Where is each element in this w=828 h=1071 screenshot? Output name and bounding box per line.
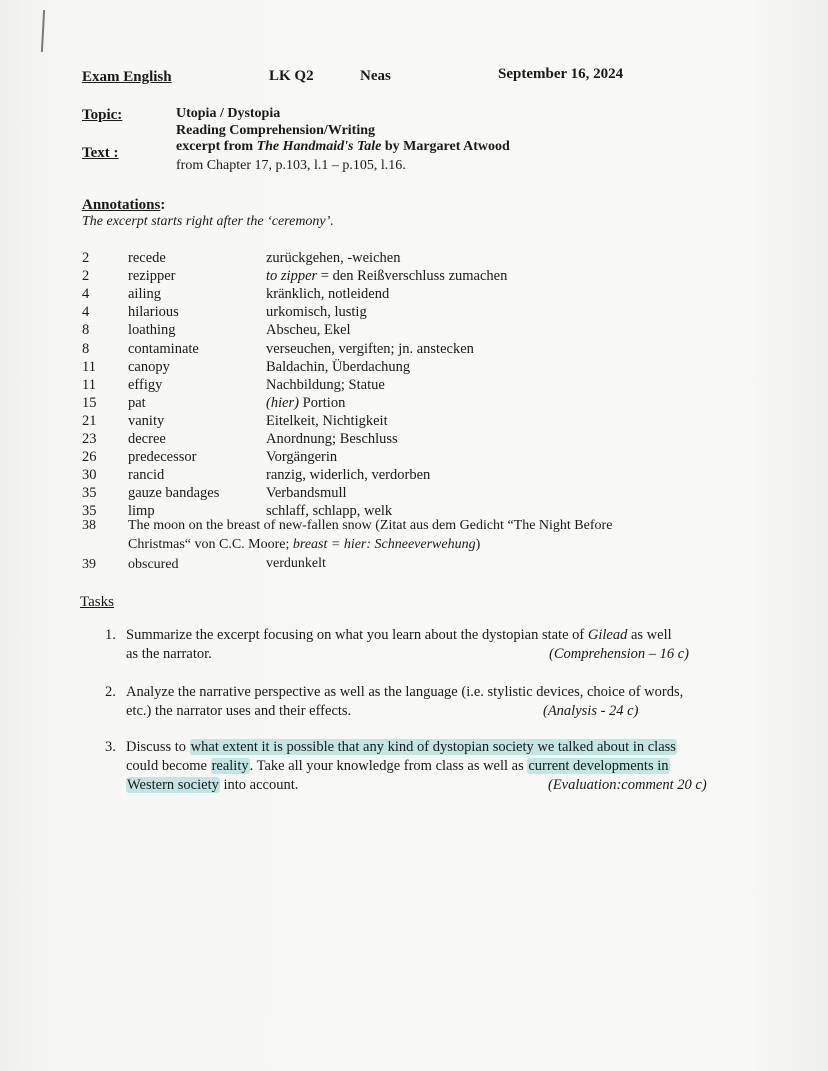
annotation-line-number: 2 bbox=[82, 268, 90, 285]
topic-line-1: Utopia / Dystopia bbox=[176, 106, 281, 121]
annotation-line-number: 30 bbox=[82, 467, 97, 484]
annotation-row bbox=[0, 268, 700, 286]
text-label: Text : bbox=[82, 145, 119, 161]
annotation-translation bbox=[266, 377, 385, 394]
exam-title: Exam English bbox=[82, 69, 172, 85]
task-3-line-2 bbox=[126, 757, 670, 775]
quote-text-2a: Christmas“ von C.C. Moore; bbox=[128, 537, 293, 552]
task-3-highlight-3: current developments in bbox=[528, 758, 669, 774]
annotation-translation-text: verseuchen, vergiften; jn. anstecken bbox=[266, 340, 474, 357]
task-1-gilead: Gilead bbox=[587, 627, 628, 643]
topic-label: Topic: bbox=[82, 107, 123, 123]
annotation-word: ailing bbox=[128, 286, 162, 303]
task-2-line-2: etc.) the narrator uses and their effects. bbox=[126, 703, 352, 719]
quote-text-2 bbox=[128, 537, 480, 553]
book-author: by Margaret Atwood bbox=[384, 139, 510, 154]
annotation-translation-text: Vorgängerin bbox=[266, 449, 338, 466]
task-3-highlight-2: reality bbox=[211, 758, 249, 774]
exam-date: September 16, 2024 bbox=[498, 66, 624, 82]
task-3-highlight-4: Western society bbox=[127, 777, 219, 793]
annotation-translation-text: schlaff, schlapp, welk bbox=[266, 503, 393, 520]
course-code: LK Q2 bbox=[269, 68, 314, 84]
annotation-translation bbox=[266, 250, 400, 267]
quote-text-2c: ) bbox=[475, 537, 481, 552]
annotation-row bbox=[0, 395, 700, 413]
tasks-label: Tasks bbox=[80, 594, 114, 610]
annotation-row bbox=[0, 413, 700, 431]
task-3-text-b: could become bbox=[126, 758, 211, 774]
annotation-word: contaminate bbox=[128, 340, 199, 357]
annotation-row bbox=[0, 485, 700, 503]
task-1-text-c: as well bbox=[627, 627, 672, 643]
annotation-line-number: 15 bbox=[82, 394, 97, 411]
last-translation: verdunkelt bbox=[266, 556, 326, 571]
annotation-line-number: 8 bbox=[82, 322, 90, 339]
annotation-translation-italic: to zipper bbox=[266, 268, 318, 285]
annotation-word: rancid bbox=[128, 467, 165, 484]
annotation-translation bbox=[266, 341, 474, 358]
annotation-translation bbox=[266, 322, 351, 339]
annotation-word: canopy bbox=[128, 358, 170, 375]
annotation-word: effigy bbox=[128, 376, 163, 393]
annotation-translation-text: Nachbildung; Statue bbox=[266, 376, 385, 393]
annotation-translation bbox=[266, 449, 337, 466]
annotation-translation bbox=[266, 359, 410, 376]
annotation-row bbox=[0, 341, 700, 359]
task-2 bbox=[105, 683, 745, 723]
annotations-colon: : bbox=[160, 197, 166, 213]
annotation-row bbox=[0, 304, 700, 322]
task-3-line-3 bbox=[126, 776, 298, 794]
annotation-translation-text: Anordnung; Beschluss bbox=[266, 431, 398, 447]
last-word: obscured bbox=[128, 557, 179, 572]
task-3-text-c: . Take all your knowledge from class as well as bbox=[249, 758, 528, 774]
annotation-translation-text: Verbandsmull bbox=[266, 485, 347, 502]
task-2-points: (Analysis - 24 c) bbox=[543, 703, 639, 719]
annotation-word: decree bbox=[128, 431, 166, 447]
task-3-points: (Evaluation:comment 20 c) bbox=[548, 777, 707, 793]
annotation-translation bbox=[266, 268, 507, 285]
annotation-row bbox=[0, 359, 700, 377]
annotation-word: limp bbox=[128, 503, 155, 520]
task-1-text-a: Summarize the excerpt focusing on what you learn about the dystopian state of bbox=[126, 627, 588, 643]
annotation-line-number: 2 bbox=[82, 250, 90, 266]
task-3-number: 3. bbox=[105, 739, 116, 755]
annotation-word: hilarious bbox=[128, 304, 179, 321]
annotation-row bbox=[0, 286, 700, 304]
annotation-translation bbox=[266, 395, 345, 412]
annotation-translation bbox=[266, 467, 430, 484]
annotations-heading bbox=[82, 197, 165, 214]
annotation-line-number: 23 bbox=[82, 431, 97, 447]
task-1-line-2: as the narrator. bbox=[126, 646, 212, 662]
annotation-line-number: 35 bbox=[82, 485, 97, 502]
annotation-row bbox=[0, 467, 700, 485]
task-3-line-1 bbox=[126, 738, 677, 756]
annotation-word: vanity bbox=[128, 412, 165, 429]
annotation-translation-text: = den Reißverschluss zumachen bbox=[317, 268, 508, 285]
text-excerpt-line bbox=[176, 139, 510, 155]
annotation-translation bbox=[266, 413, 388, 430]
annotation-row bbox=[0, 377, 700, 395]
annotation-row bbox=[0, 449, 700, 467]
annotation-word: pat bbox=[128, 394, 146, 411]
annotation-line-number: 26 bbox=[82, 449, 97, 466]
annotation-translation bbox=[266, 431, 398, 448]
annotation-row bbox=[0, 431, 700, 449]
annotation-word: rezipper bbox=[128, 268, 176, 285]
annotation-translation-text: Portion bbox=[299, 394, 346, 411]
annotation-line-number: 11 bbox=[82, 376, 96, 393]
task-3-highlight-1: what extent it is possible that any kind of dystopian society we talked about in class bbox=[190, 739, 676, 755]
task-1-line-1 bbox=[126, 626, 672, 644]
annotation-line-number: 35 bbox=[82, 503, 97, 520]
annotation-translation-text: ranzig, widerlich, verdorben bbox=[266, 467, 431, 484]
task-1-points: (Comprehension – 16 c) bbox=[549, 646, 690, 662]
annotation-translation-italic: (hier) bbox=[266, 394, 300, 411]
annotation-word: gauze bandages bbox=[128, 485, 220, 502]
task-2-number: 2. bbox=[105, 684, 116, 700]
annotation-line-number: 4 bbox=[82, 286, 90, 303]
quote-line-number: 38 bbox=[82, 518, 96, 533]
annotation-word: recede bbox=[128, 250, 166, 266]
annotation-translation bbox=[266, 286, 389, 303]
annotation-word: predecessor bbox=[128, 449, 197, 466]
last-line-number: 39 bbox=[82, 557, 96, 572]
annotation-word: loathing bbox=[128, 322, 176, 339]
task-1-number: 1. bbox=[105, 627, 116, 643]
book-title: The Handmaid's Tale bbox=[256, 139, 382, 154]
annotations-label: Annotations bbox=[82, 197, 161, 213]
task-2-line-1: Analyze the narrative perspective as well as the language (i.e. stylistic devices, choice of words, bbox=[126, 684, 684, 700]
quote-text-1: The moon on the breast of new-fallen snow (Zitat aus dem Gedicht “The Night Before bbox=[128, 518, 613, 533]
annotation-line-number: 4 bbox=[82, 304, 90, 321]
annotation-line-number: 11 bbox=[82, 358, 96, 375]
teacher-name: Neas bbox=[360, 68, 391, 84]
annotation-translation-text: kränklich, notleidend bbox=[266, 286, 390, 303]
annotation-line-number: 21 bbox=[82, 412, 97, 429]
quote-text-2b: breast = hier: Schneeverwehung bbox=[292, 537, 476, 552]
annotations-note: The excerpt starts right after the ‘ceremony’. bbox=[82, 214, 334, 229]
task-3-text-d: into account. bbox=[219, 777, 299, 793]
topic-line-2: Reading Comprehension/Writing bbox=[176, 123, 376, 138]
annotation-translation-text: Abscheu, Ekel bbox=[266, 322, 351, 339]
task-3-text-a: Discuss to bbox=[126, 739, 190, 755]
annotation-translation-text: zurückgehen, -weichen bbox=[266, 250, 401, 266]
text-source: from Chapter 17, p.103, l.1 – p.105, l.16. bbox=[176, 158, 406, 173]
task-1 bbox=[105, 626, 745, 666]
annotation-translation bbox=[266, 485, 347, 502]
annotation-row bbox=[0, 322, 700, 340]
annotation-row bbox=[0, 250, 700, 268]
annotation-translation-text: urkomisch, lustig bbox=[266, 304, 367, 321]
annotation-translation-text: Baldachin, Überdachung bbox=[266, 358, 411, 375]
task-3 bbox=[105, 738, 765, 796]
annotation-translation-text: Eitelkeit, Nichtigkeit bbox=[266, 412, 388, 429]
text-prefix: excerpt from bbox=[176, 139, 254, 154]
annotation-translation bbox=[266, 304, 367, 321]
annotation-line-number: 8 bbox=[82, 340, 90, 357]
